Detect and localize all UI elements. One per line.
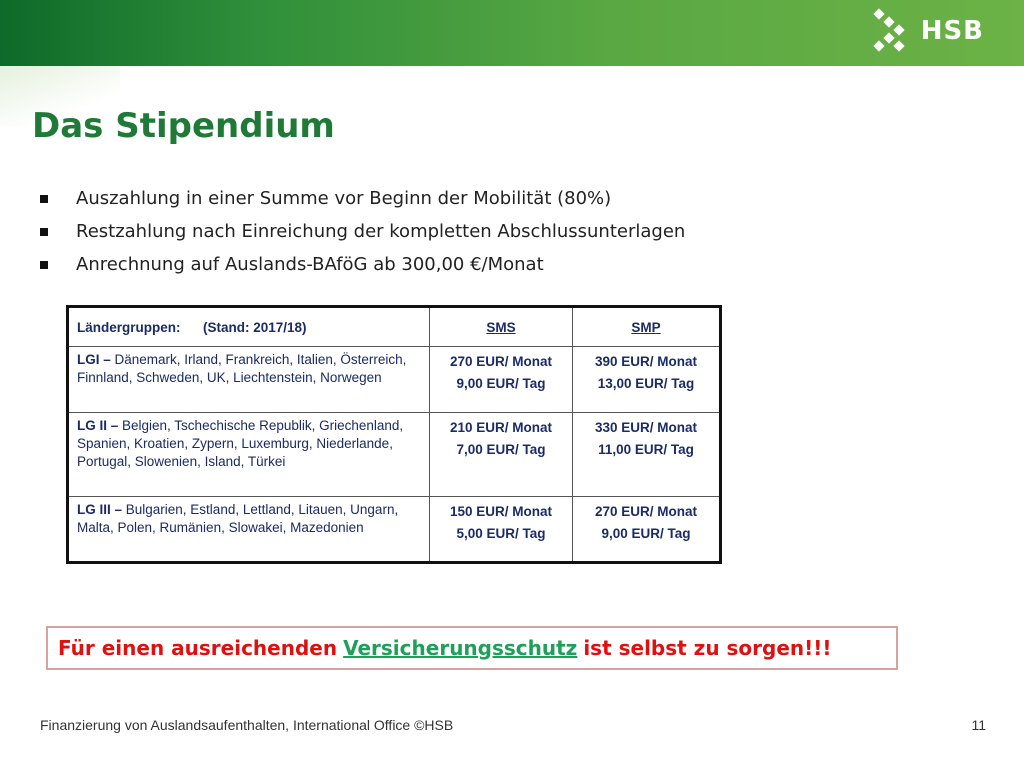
group-label: LG III – [77, 502, 123, 517]
header-country-groups: Ländergruppen: (Stand: 2017/18) [68, 307, 430, 347]
warning-text-before: Für einen ausreichenden [58, 636, 338, 660]
smp-cell [573, 413, 721, 497]
warning-text-after: ist selbst zu sorgen!!! [583, 636, 832, 660]
grant-rates-table [66, 305, 722, 564]
page-number: 11 [971, 717, 986, 733]
smp-cell [573, 497, 721, 563]
sms-cell [430, 497, 573, 563]
hsb-logo-icon [873, 8, 913, 54]
smp-cell [573, 347, 721, 413]
sms-month: 210 EUR/ Monat [449, 420, 553, 435]
sms-cell [430, 347, 573, 413]
country-list: Belgien, Tschechische Republik, Griechenland, Spanien, Kroatien, Zypern, Luxemburg, Niederlande, Portugal, Slowenien, Island, Türkei [77, 418, 404, 469]
bullet-list [40, 182, 685, 281]
header-bar [0, 0, 1024, 66]
table-row [68, 347, 721, 413]
group-label: LG II – [77, 418, 119, 433]
smp-day: 9,00 EUR/ Tag [601, 526, 691, 541]
bullet-text: Restzahlung nach Einreichung der kompletten Abschlussunterlagen [76, 221, 686, 242]
footer-text: Finanzierung von Auslandsaufenthalten, International Office ©HSB [40, 717, 454, 733]
smp-day: 11,00 EUR/ Tag [598, 442, 694, 457]
slide-title: Das Stipendium [32, 106, 335, 146]
table-header-row [68, 307, 721, 347]
bullet-item [40, 182, 685, 215]
smp-month: 390 EUR/ Monat [594, 354, 698, 369]
bullet-square-icon [40, 261, 48, 269]
bullet-square-icon [40, 195, 48, 203]
insurance-link[interactable]: Versicherungsschutz [343, 636, 578, 660]
hsb-logo [873, 8, 984, 54]
smp-month: 330 EUR/ Monat [594, 420, 698, 435]
bullet-text: Anrechnung auf Auslands-BAföG ab 300,00 €/Monat [76, 254, 544, 275]
country-list: Bulgarien, Estland, Lettland, Litauen, Ungarn, Malta, Polen, Rumänien, Slowakei, Mazedonien [77, 502, 399, 535]
header-smp: SMP [573, 307, 721, 347]
bullet-text: Auszahlung in einer Summe vor Beginn der Mobilität (80%) [76, 188, 612, 209]
sms-day: 5,00 EUR/ Tag [456, 526, 546, 541]
smp-month: 270 EUR/ Monat [594, 504, 698, 519]
header-sms: SMS [430, 307, 573, 347]
group-label: LGI – [77, 352, 111, 367]
country-cell [68, 347, 430, 413]
country-cell [68, 497, 430, 563]
sms-cell [430, 413, 573, 497]
bullet-item [40, 248, 685, 281]
country-cell [68, 413, 430, 497]
country-list: Dänemark, Irland, Frankreich, Italien, Österreich, Finnland, Schweden, UK, Liechtenstein, Norwegen [77, 352, 407, 385]
sms-month: 150 EUR/ Monat [449, 504, 553, 519]
sms-day: 7,00 EUR/ Tag [456, 442, 546, 457]
table-row [68, 497, 721, 563]
bullet-item [40, 215, 685, 248]
logo-text: HSB [920, 16, 984, 46]
bullet-square-icon [40, 228, 48, 236]
insurance-warning [46, 626, 898, 670]
table-row [68, 413, 721, 497]
sms-month: 270 EUR/ Monat [449, 354, 553, 369]
smp-day: 13,00 EUR/ Tag [597, 376, 695, 391]
sms-day: 9,00 EUR/ Tag [456, 376, 546, 391]
